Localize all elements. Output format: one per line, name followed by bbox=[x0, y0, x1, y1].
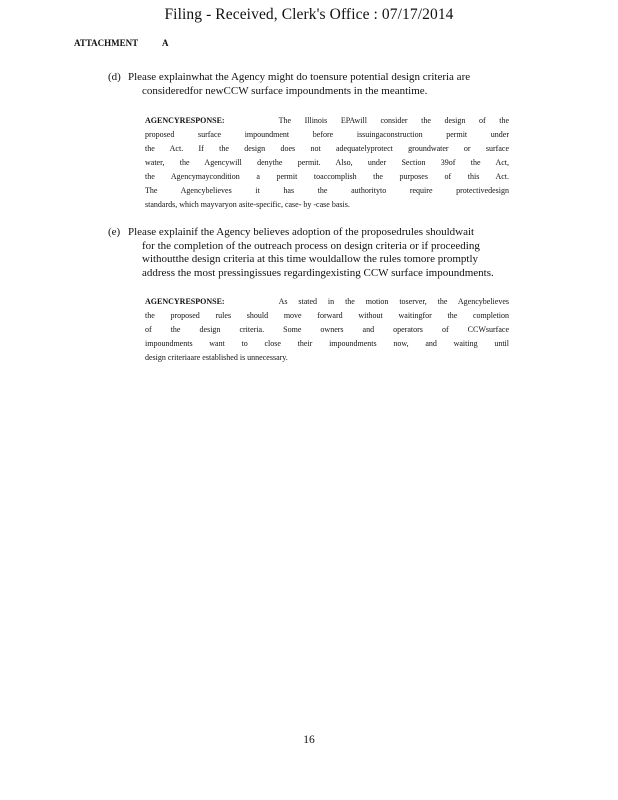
question-text bbox=[128, 226, 528, 280]
agency-response-e bbox=[145, 295, 509, 365]
question-line: address the most pressingissues regardingexisting CCW surface impoundments. bbox=[142, 266, 494, 279]
response-label: AGENCYRESPONSE: bbox=[145, 116, 225, 125]
response-label: AGENCYRESPONSE: bbox=[145, 297, 225, 306]
response-line bbox=[145, 114, 509, 128]
question-line: for the completion of the outreach process on design criteria or if proceeding bbox=[142, 239, 480, 252]
question-line: Please explainwhat the Agency might do toensure potential design criteria are bbox=[128, 71, 471, 83]
filing-stamp: Filing - Received, Clerk's Office : 07/17/2014 bbox=[164, 6, 454, 23]
question-line: consideredfor newCCW surface impoundments in the meantime. bbox=[142, 84, 428, 97]
attachment-letter: A bbox=[162, 38, 169, 48]
response-line: the Act. If the design does not adequatelyprotect groundwater or surface bbox=[145, 144, 509, 153]
attachment-label bbox=[74, 38, 169, 48]
question-text bbox=[128, 71, 528, 98]
response-text: The Illinois EPAwill consider the design of the bbox=[278, 116, 509, 125]
item-marker: (d) bbox=[108, 71, 121, 83]
question-line: Please explainif the Agency believes adoption of the proposedrules shouldwait bbox=[128, 226, 475, 238]
page-number: 16 bbox=[303, 734, 315, 746]
agency-response-d bbox=[145, 114, 509, 212]
question-line: withoutthe design criteria at this time wouldallow the rules tomore promptly bbox=[142, 253, 479, 265]
response-line: water, the Agencywill denythe permit. Also, under Section 39of the Act, bbox=[145, 158, 509, 167]
response-line bbox=[145, 295, 509, 309]
response-line: standards, which mayvaryon asite-specific, case- by -case basis. bbox=[145, 200, 350, 209]
response-text: As stated in the motion toserver, the Agencybelieves bbox=[278, 297, 509, 306]
response-line: proposed surface impoundment before issuingaconstruction permit under bbox=[145, 130, 509, 139]
response-line: the Agencymaycondition a permit toaccomplish the purposes of this Act. bbox=[145, 172, 509, 181]
response-line: The Agencybelieves it has the authorityto require protectivedesign bbox=[145, 186, 509, 195]
item-marker: (e) bbox=[108, 226, 121, 238]
response-line: impoundments want to close their impoundments now, and waiting until bbox=[145, 339, 509, 348]
response-line: design criteriaare established is unnecessary. bbox=[145, 353, 288, 362]
response-line: the proposed rules should move forward without waitingfor the completion bbox=[145, 311, 509, 320]
attachment-text: ATTACHMENT bbox=[74, 38, 139, 48]
response-line: of the design criteria. Some owners and operators of CCWsurface bbox=[145, 325, 509, 334]
